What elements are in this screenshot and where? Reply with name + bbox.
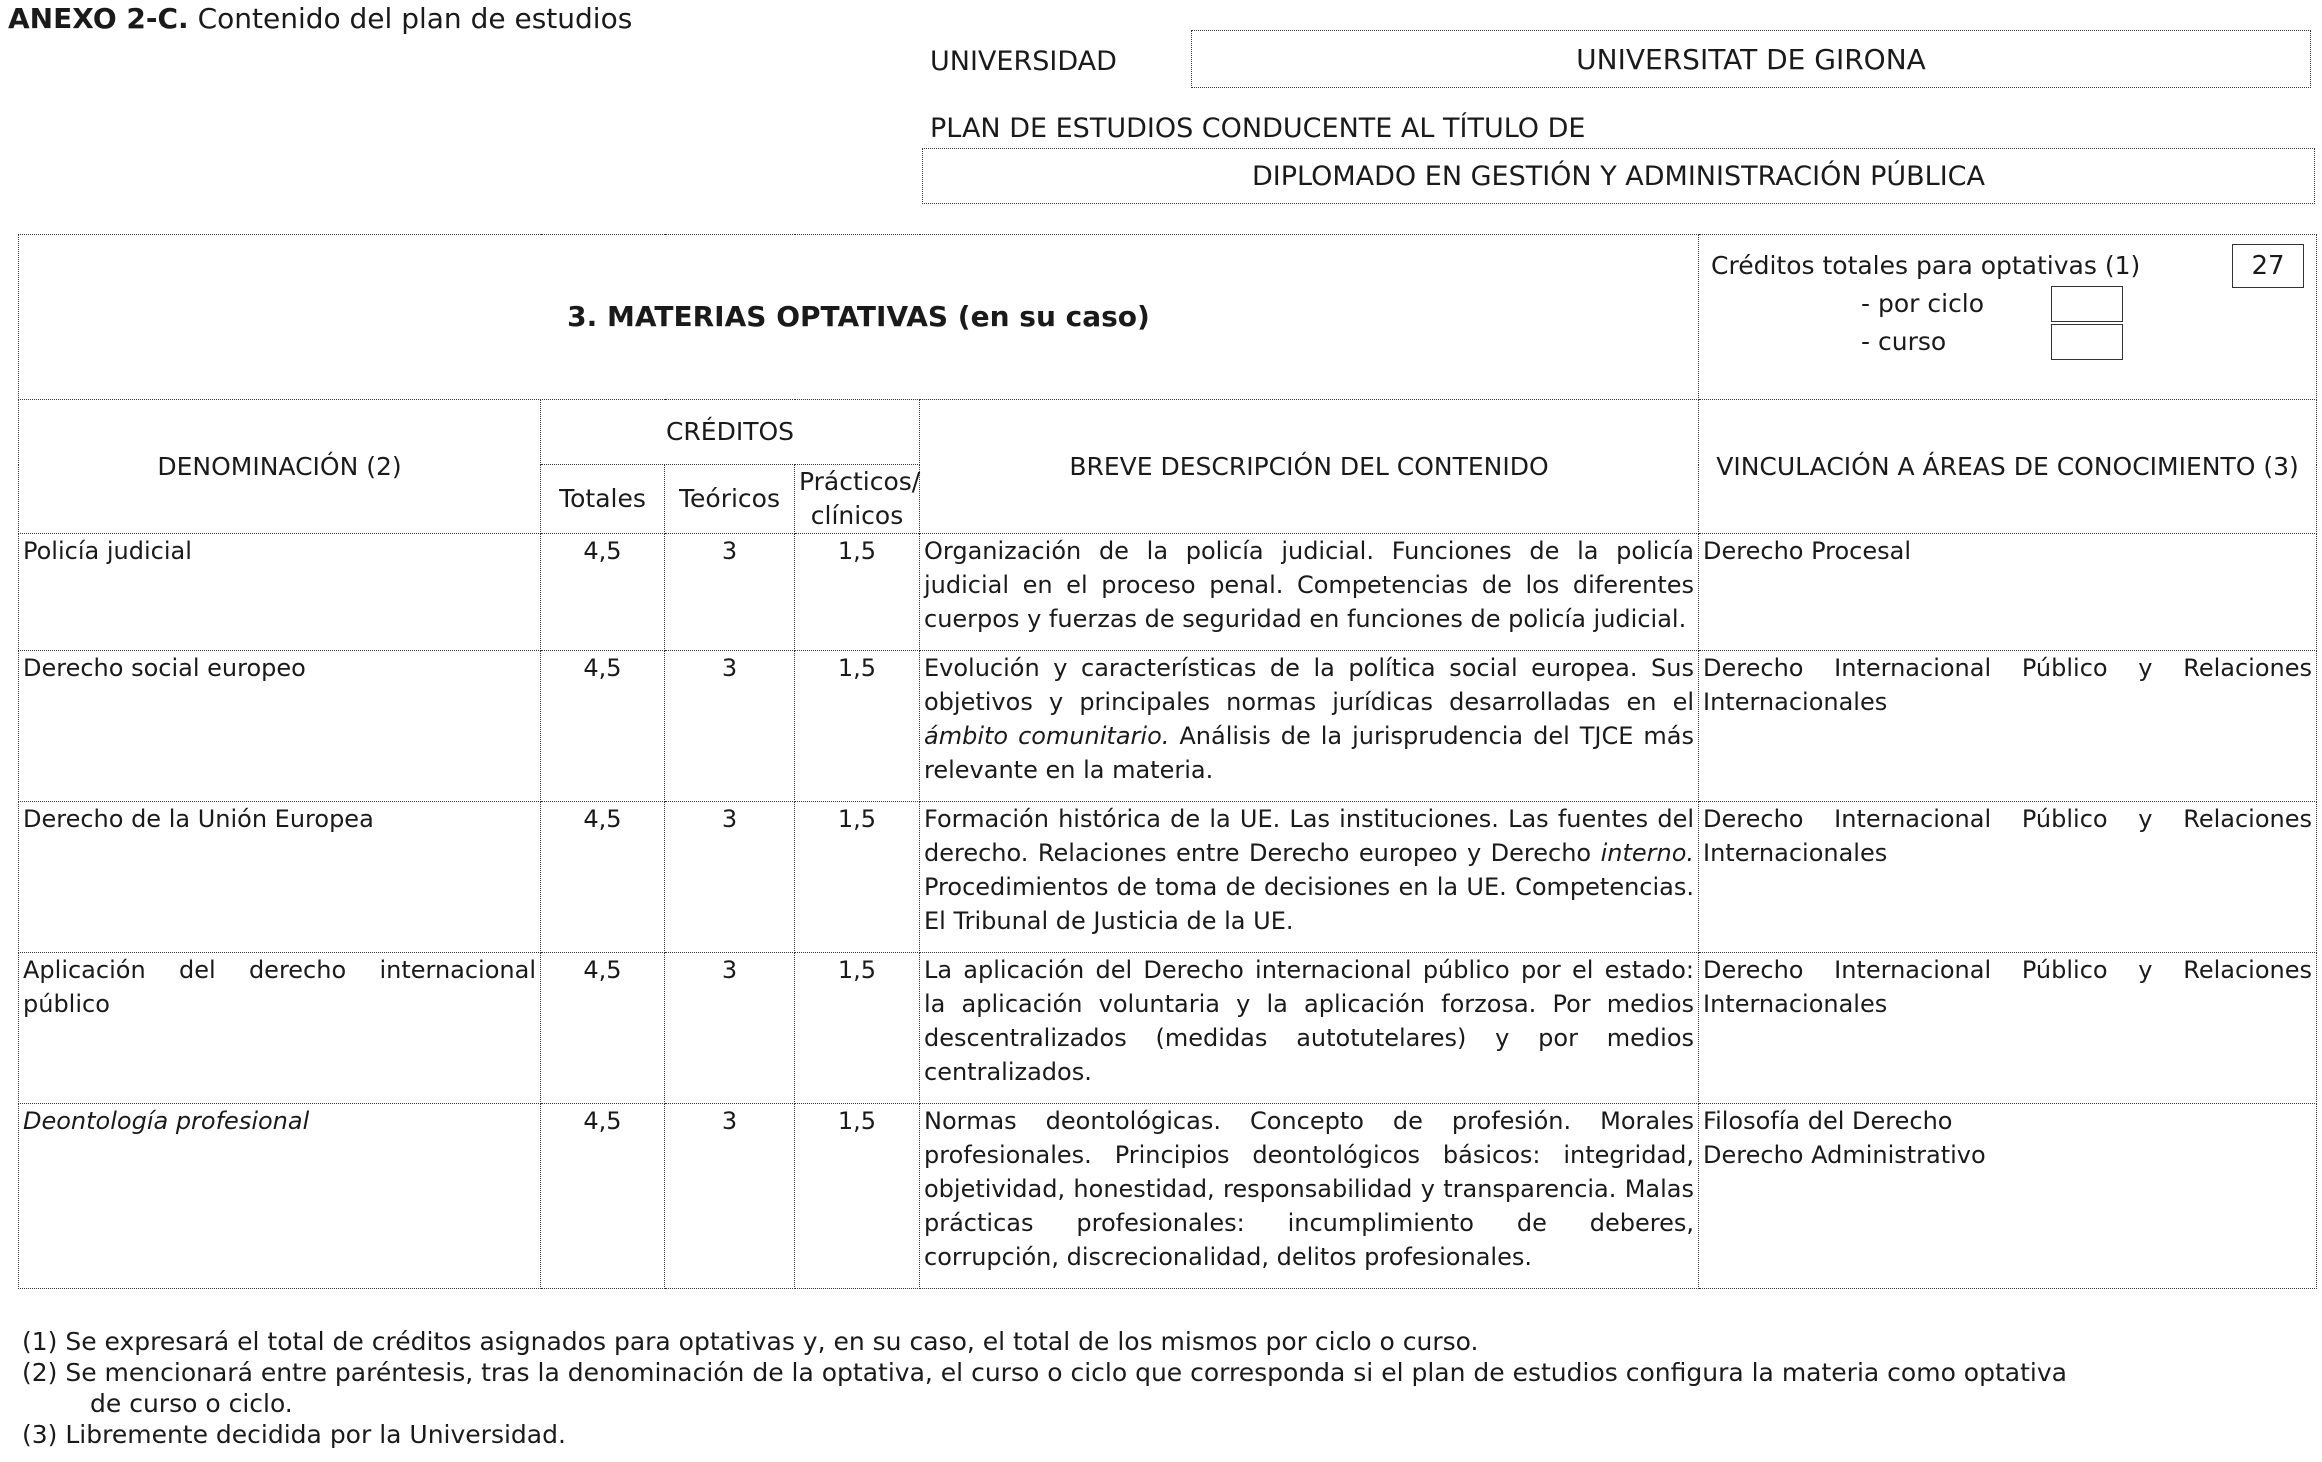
per-cycle-box — [2051, 286, 2123, 322]
table-row — [19, 651, 2317, 802]
header-row-1 — [19, 400, 2317, 465]
subject-description — [920, 651, 1699, 802]
col-totals-header: Totales — [541, 465, 665, 534]
col-practice-header: Prácticos/ clínicos — [795, 465, 920, 534]
col-credits-header: CRÉDITOS — [541, 400, 920, 465]
description-text: Análisis de la jurisprudencia del TJCE más relevante en la materia. — [924, 722, 1695, 784]
footnote-2-continued: de curso o ciclo. — [90, 1389, 293, 1418]
per-cycle-label: - por ciclo — [1861, 289, 1985, 318]
credits-practice: 1,5 — [795, 534, 920, 651]
optional-subjects-table — [18, 234, 2317, 1289]
table-row — [19, 1104, 2317, 1289]
subject-name: Aplicación del derecho internacional público — [19, 953, 541, 1104]
subject-name — [19, 1104, 541, 1289]
credits-totals: 4,5 — [541, 953, 665, 1104]
per-course-label: - curso — [1861, 327, 1947, 356]
knowledge-area: Derecho Internacional Público y Relaciones Internacionales — [1699, 651, 2317, 802]
description-text: Evolución y características de la política social europea. Sus objetivos y principales normas jurídicas desarrolladas en el — [924, 654, 1695, 716]
description-text: Procedimientos de toma de decisiones en la UE. Competencias. El Tribunal de Justicia de la UE. — [924, 873, 1695, 935]
subject-description: Organización de la policía judicial. Funciones de la policía judicial en el proceso penal. Competencias de los diferentes cuerpos y fuerzas de seguridad en funciones de policía judicial. — [920, 534, 1699, 651]
col-areas-header: VINCULACIÓN A ÁREAS DE CONOCIMIENTO (3) — [1699, 400, 2317, 534]
section-title — [19, 235, 1699, 400]
knowledge-area: Derecho Internacional Público y Relaciones Internacionales — [1699, 953, 2317, 1104]
credits-totals: 4,5 — [541, 651, 665, 802]
annex-label: ANEXO 2-C. — [8, 2, 189, 35]
footnote-3: (3) Libremente decidida por la Universidad. — [22, 1420, 566, 1449]
total-credits-value: 27 — [2232, 244, 2304, 288]
degree-value: DIPLOMADO EN GESTIÓN Y ADMINISTRACIÓN PÚBLICA — [1252, 160, 1985, 192]
table-row — [19, 953, 2317, 1104]
table-row — [19, 802, 2317, 953]
section-title-bold: 3. MATERIAS OPTATIVAS — [567, 300, 949, 333]
knowledge-area: Derecho Procesal — [1699, 534, 2317, 651]
knowledge-area-line: Derecho Administrativo — [1703, 1141, 1986, 1169]
credits-practice: 1,5 — [795, 651, 920, 802]
credits-practice: 1,5 — [795, 953, 920, 1104]
subject-name-italic: Deontología profesional — [23, 1107, 310, 1135]
description-italic: ámbito comunitario. — [924, 722, 1170, 750]
total-credits-panel — [1699, 235, 2317, 400]
credits-theory: 3 — [665, 1104, 795, 1289]
per-course-box — [2051, 324, 2123, 360]
footnote-2: (2) Se mencionará entre paréntesis, tras la denominación de la optativa, el curso o ciclo que corresponda si el plan de estudios configura la materia como optativa — [22, 1358, 2067, 1387]
subject-name: Derecho social europeo — [19, 651, 541, 802]
description-text: Formación histórica de la UE. Las instituciones. Las fuentes del derecho. Relaciones entre Derecho europeo y Derecho — [924, 805, 1695, 867]
subject-name: Derecho de la Unión Europea — [19, 802, 541, 953]
knowledge-area: Derecho Internacional Público y Relaciones Internacionales — [1699, 802, 2317, 953]
description-italic: interno. — [1600, 839, 1695, 867]
credits-theory: 3 — [665, 802, 795, 953]
annex-subtitle: Contenido del plan de estudios — [188, 2, 633, 35]
footnotes — [22, 1326, 2067, 1450]
credits-totals: 4,5 — [541, 1104, 665, 1289]
footnote-1: (1) Se expresará el total de créditos asignados para optativas y, en su caso, el total de los mismos por ciclo o curso. — [22, 1327, 1479, 1356]
university-field — [1191, 30, 2311, 88]
university-label: UNIVERSIDAD — [930, 46, 1117, 77]
credits-theory: 3 — [665, 953, 795, 1104]
col-description-header: BREVE DESCRIPCIÓN DEL CONTENIDO — [920, 400, 1699, 534]
section-title-row — [19, 235, 2317, 400]
table-row — [19, 534, 2317, 651]
col-name-header: DENOMINACIÓN (2) — [19, 400, 541, 534]
credits-theory: 3 — [665, 651, 795, 802]
subject-description: Normas deontológicas. Concepto de profesión. Morales profesionales. Principios deontológicos básicos: integridad, objetividad, honestidad, responsabilidad y transparencia. Malas prácticas profesionales: incumplimiento de deberes, corrupción, discrecionalidad, delitos profesionales. — [920, 1104, 1699, 1289]
credits-totals: 4,5 — [541, 802, 665, 953]
degree-field — [922, 148, 2315, 204]
section-title-suffix: (en su caso) — [948, 300, 1150, 333]
university-value: UNIVERSITAT DE GIRONA — [1576, 42, 1926, 76]
knowledge-area — [1699, 1104, 2317, 1289]
subject-description — [920, 802, 1699, 953]
credits-practice: 1,5 — [795, 802, 920, 953]
col-theory-header: Teóricos — [665, 465, 795, 534]
subject-description: La aplicación del Derecho internacional público por el estado: la aplicación voluntaria y la aplicación forzosa. Por medios descentralizados (medidas autotutelares) y por medios centralizados. — [920, 953, 1699, 1104]
plan-label: PLAN DE ESTUDIOS CONDUCENTE AL TÍTULO DE — [930, 113, 1586, 144]
annex-heading — [8, 2, 632, 35]
credits-practice: 1,5 — [795, 1104, 920, 1289]
credits-theory: 3 — [665, 534, 795, 651]
knowledge-area-line: Filosofía del Derecho — [1703, 1107, 1953, 1135]
subject-name: Policía judicial — [19, 534, 541, 651]
total-credits-label: Créditos totales para optativas (1) — [1711, 251, 2141, 280]
credits-totals: 4,5 — [541, 534, 665, 651]
